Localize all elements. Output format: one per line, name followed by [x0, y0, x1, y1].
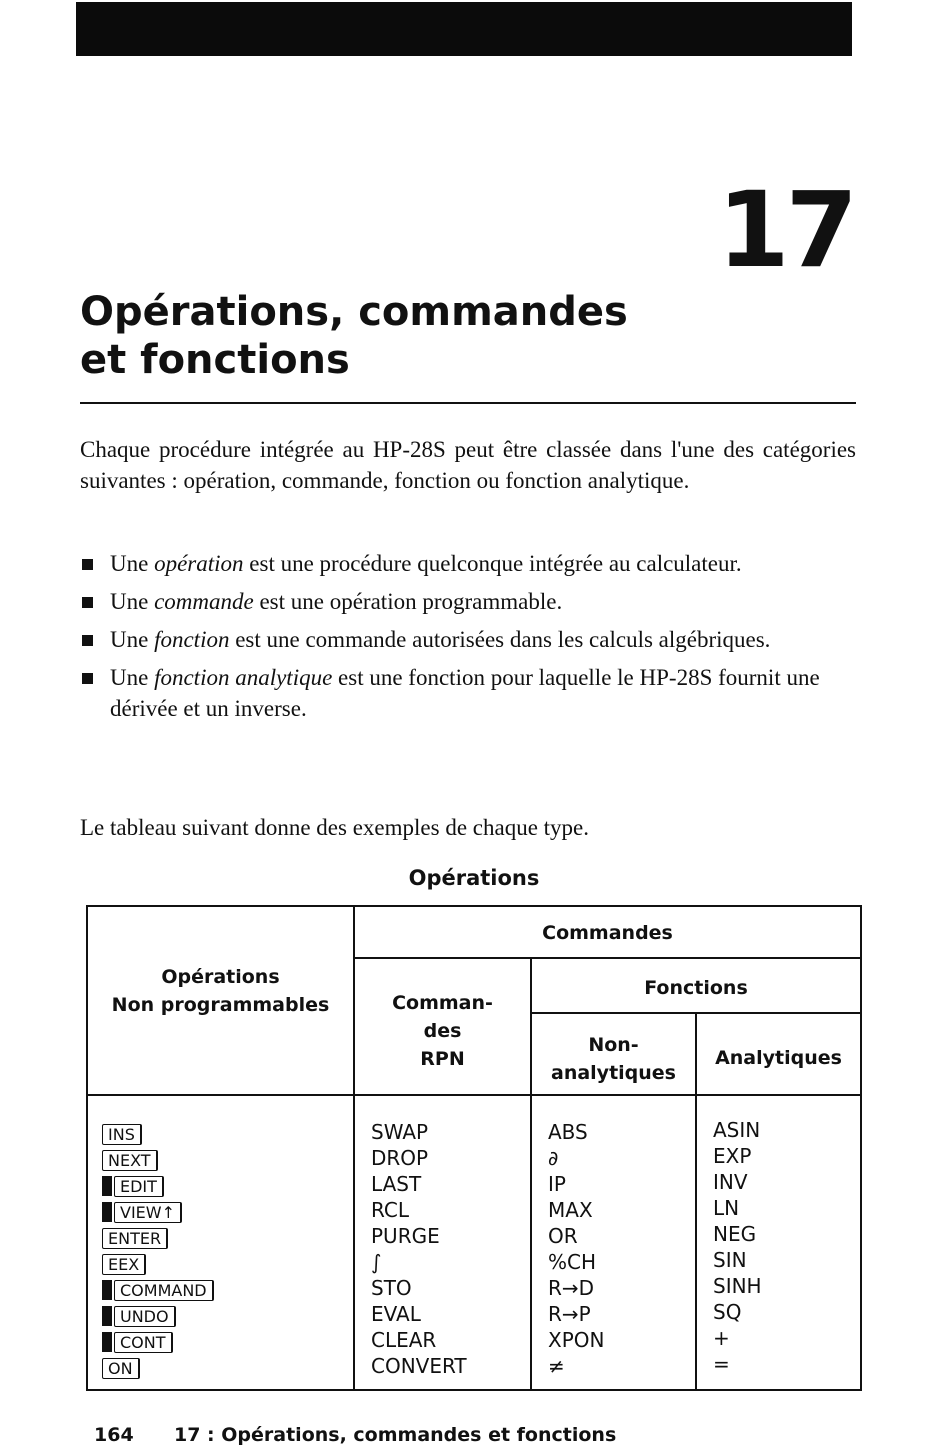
list-item: Une fonction est une commande autorisées dans les calculs algébriques. — [80, 624, 856, 655]
list-item: ABS — [548, 1120, 588, 1144]
page-footer — [94, 1424, 616, 1446]
shift-key-icon — [102, 1280, 112, 1300]
header-non-programmable: Opérations Non programmables — [111, 966, 330, 1016]
title-divider — [80, 402, 856, 404]
list-item: ≠ — [548, 1354, 565, 1378]
list-item: ∫ — [371, 1250, 382, 1274]
list-item — [102, 1277, 214, 1303]
analytic-functions — [713, 1117, 762, 1377]
list-item: SWAP — [371, 1120, 429, 1144]
key-enter: ENTER — [102, 1228, 168, 1249]
list-item: INV — [713, 1170, 748, 1194]
list-item: CLEAR — [371, 1328, 437, 1352]
header-fonctions: Fonctions — [644, 977, 748, 999]
key-on: ON — [102, 1358, 140, 1379]
list-item: LAST — [371, 1172, 422, 1196]
header-non-analytic: Non- analytiques — [551, 1034, 676, 1084]
list-item: LN — [713, 1196, 740, 1220]
list-item: RCL — [371, 1198, 410, 1222]
key-eex: EEX — [102, 1254, 146, 1275]
list-item: ASIN — [713, 1118, 761, 1142]
shift-key-icon — [102, 1202, 112, 1222]
list-item: %CH — [548, 1250, 597, 1274]
table-intro: Le tableau suivant donne des exemples de chaque type. — [80, 815, 590, 840]
list-item — [102, 1147, 214, 1173]
key-undo: UNDO — [114, 1306, 176, 1327]
list-item — [102, 1199, 214, 1225]
list-item: Une fonction analytique est une fonction pour laquelle le HP-28S fournit une dérivée et un inverse. — [80, 662, 856, 724]
intro-paragraph: Chaque procédure intégrée au HP-28S peut être classée dans l'une des catégories suivantes : opération, commande, fonction ou fonction analytique. — [80, 437, 856, 493]
list-item: SINH — [713, 1274, 762, 1298]
non-programmable-keys — [102, 1121, 214, 1381]
bullet-square-icon — [82, 597, 93, 608]
bullet-square-icon — [82, 673, 93, 684]
header-commandes: Commandes — [542, 922, 673, 944]
list-item — [102, 1121, 214, 1147]
running-chapter-title: 17 : Opérations, commandes et fonctions — [174, 1424, 617, 1446]
list-item — [102, 1329, 214, 1355]
definition-list — [80, 548, 856, 731]
key-next: NEXT — [102, 1150, 158, 1171]
top-black-bar — [76, 2, 852, 56]
list-item: + — [713, 1326, 730, 1350]
key-command: COMMAND — [114, 1280, 214, 1301]
chapter-title-line1: Opérations, commandes — [80, 289, 628, 335]
key-cont: CONT — [114, 1332, 173, 1353]
list-item — [102, 1173, 214, 1199]
list-item: IP — [548, 1172, 566, 1196]
header-analytic: Analytiques — [715, 1047, 842, 1069]
list-item: MAX — [548, 1198, 593, 1222]
shift-key-icon — [102, 1332, 112, 1352]
bullet-square-icon — [82, 635, 93, 646]
shift-key-icon — [102, 1176, 112, 1196]
non-analytic-functions — [548, 1119, 604, 1379]
header-rpn: Comman- des RPN — [392, 992, 493, 1070]
list-item: STO — [371, 1276, 412, 1300]
chapter-number: 17 — [717, 169, 854, 291]
list-item: Une opération est une procédure quelconque intégrée au calculateur. — [80, 548, 856, 579]
list-item — [102, 1225, 214, 1251]
table-caption: Opérations — [408, 866, 540, 890]
key-ins: INS — [102, 1124, 142, 1145]
list-item: PURGE — [371, 1224, 440, 1248]
list-item: DROP — [371, 1146, 429, 1170]
operations-table — [86, 905, 862, 1391]
list-item: XPON — [548, 1328, 605, 1352]
page-number: 164 — [94, 1424, 134, 1446]
list-item: ∂ — [548, 1146, 559, 1170]
key-edit: EDIT — [114, 1176, 164, 1197]
table-divider — [530, 957, 532, 1389]
list-item — [102, 1251, 214, 1277]
list-item: R→P — [548, 1302, 591, 1326]
list-item: SIN — [713, 1248, 747, 1272]
table-divider — [88, 1094, 860, 1096]
list-item: NEG — [713, 1222, 757, 1246]
list-item: CONVERT — [371, 1354, 467, 1378]
list-item: SQ — [713, 1300, 742, 1324]
list-item: R→D — [548, 1276, 595, 1300]
shift-key-icon — [102, 1306, 112, 1326]
list-item: = — [713, 1352, 730, 1376]
list-item — [102, 1355, 214, 1381]
list-item — [102, 1303, 214, 1329]
list-item: Une commande est une opération programmable. — [80, 586, 856, 617]
key-view-up: VIEW↑ — [114, 1202, 182, 1223]
rpn-commands — [371, 1119, 467, 1379]
table-divider — [353, 957, 860, 959]
table-divider — [530, 1012, 860, 1014]
table-divider — [353, 907, 355, 1389]
chapter-title-line2: et fonctions — [80, 337, 350, 383]
list-item: EXP — [713, 1144, 752, 1168]
bullet-square-icon — [82, 559, 93, 570]
list-item: OR — [548, 1224, 578, 1248]
chapter-title — [80, 288, 628, 384]
list-item: EVAL — [371, 1302, 421, 1326]
